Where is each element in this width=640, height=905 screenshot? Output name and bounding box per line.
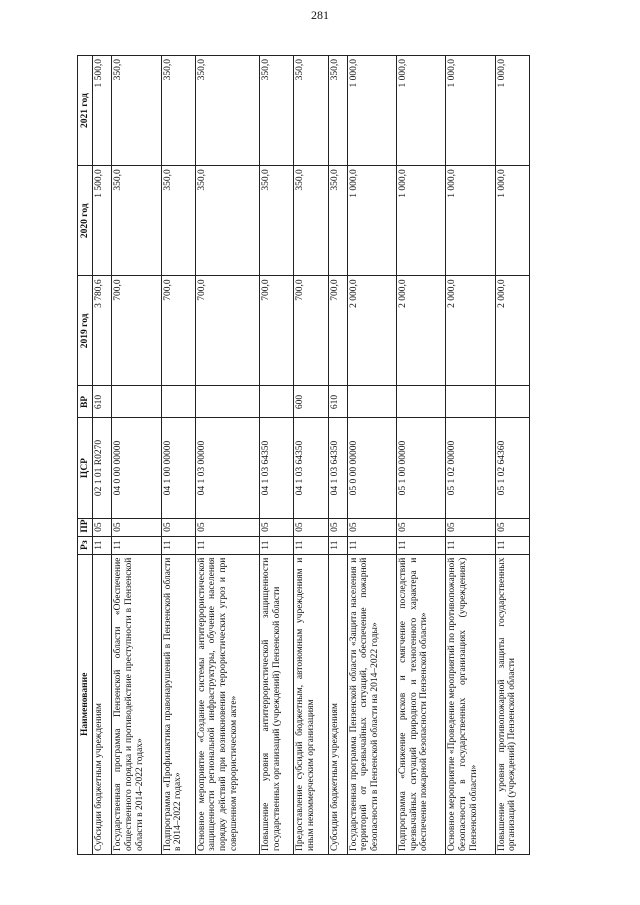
- cell-pr: 05: [294, 518, 328, 536]
- table-row: [347, 56, 396, 855]
- cell-2020: 1 000,0: [347, 166, 396, 276]
- cell-2021: 1 000,0: [495, 56, 529, 166]
- cell-pr: 05: [260, 518, 294, 536]
- cell-csr: 04 1 03 00000: [195, 418, 259, 518]
- cell-2021: 1 000,0: [347, 56, 396, 166]
- cell-rz: 11: [112, 536, 161, 554]
- cell-rz: 11: [93, 536, 112, 554]
- cell-2019: 700,0: [161, 276, 195, 386]
- cell-2021: 350,0: [260, 56, 294, 166]
- cell-name: Подпрограмма «Снижение рисков и смягчение последствий чрезвычайных ситуаций природного и техногенного характера и обеспечение пожарной безопасности Пензенской области»: [397, 554, 446, 854]
- cell-vr: [495, 386, 529, 418]
- header-2019: 2019 год: [78, 276, 93, 386]
- cell-2021: 350,0: [328, 56, 347, 166]
- table-row: [294, 56, 328, 855]
- cell-pr: 05: [161, 518, 195, 536]
- cell-2019: 2 000,0: [495, 276, 529, 386]
- cell-2020: 350,0: [328, 166, 347, 276]
- cell-name: Государственная программа Пензенской области «Обеспечение общественного порядка и противодействие преступности в Пензенской области в 2014–2022 годах»: [112, 554, 161, 854]
- cell-2021: 350,0: [112, 56, 161, 166]
- table-row: [328, 56, 347, 855]
- cell-2019: 700,0: [294, 276, 328, 386]
- budget-table: [77, 55, 530, 855]
- cell-csr: 02 1 01 R0270: [93, 418, 112, 518]
- header-2020: 2020 год: [78, 166, 93, 276]
- cell-pr: 05: [93, 518, 112, 536]
- cell-2019: 700,0: [195, 276, 259, 386]
- table-row: [195, 56, 259, 855]
- cell-2021: 1 000,0: [397, 56, 446, 166]
- cell-name: Подпрограмма «Профилактика правонарушений в Пензенской области в 2014–2022 годах»: [161, 554, 195, 854]
- cell-vr: [161, 386, 195, 418]
- cell-name: Основное мероприятие «Проведение мероприятий по противопожарной безопасности в государственных организациях (учреждениях) Пензенской области»: [446, 554, 495, 854]
- cell-name: Субсидии бюджетным учреждениям: [93, 554, 112, 854]
- cell-2021: 350,0: [195, 56, 259, 166]
- cell-2019: 3 780,6: [93, 276, 112, 386]
- cell-2020: 1 000,0: [446, 166, 495, 276]
- cell-name: Субсидии бюджетным учреждениям: [328, 554, 347, 854]
- cell-2020: 350,0: [195, 166, 259, 276]
- cell-name: Повышение уровня противопожарной защиты государственных организаций (учреждений) Пензенской области: [495, 554, 529, 854]
- header-csr: ЦСР: [78, 418, 93, 518]
- cell-rz: 11: [328, 536, 347, 554]
- cell-2019: 2 000,0: [446, 276, 495, 386]
- cell-2020: 1 000,0: [397, 166, 446, 276]
- table-row: [495, 56, 529, 855]
- cell-pr: 05: [195, 518, 259, 536]
- table-row: [397, 56, 446, 855]
- cell-2019: 700,0: [260, 276, 294, 386]
- cell-2020: 1 500,0: [93, 166, 112, 276]
- cell-csr: 05 1 02 64360: [495, 418, 529, 518]
- cell-pr: 05: [397, 518, 446, 536]
- rotated-table-container: [77, 55, 530, 855]
- header-2021: 2021 год: [78, 56, 93, 166]
- cell-csr: 05 1 02 00000: [446, 418, 495, 518]
- cell-2019: 700,0: [112, 276, 161, 386]
- cell-vr: 600: [294, 386, 328, 418]
- table-row: [112, 56, 161, 855]
- cell-2019: 2 000,0: [347, 276, 396, 386]
- cell-csr: 04 0 00 00000: [112, 418, 161, 518]
- table-header-row: [78, 56, 93, 855]
- cell-vr: [347, 386, 396, 418]
- cell-pr: 05: [112, 518, 161, 536]
- cell-2021: 350,0: [161, 56, 195, 166]
- cell-2021: 1 000,0: [446, 56, 495, 166]
- cell-csr: 04 1 03 64350: [328, 418, 347, 518]
- cell-2020: 350,0: [260, 166, 294, 276]
- cell-csr: 04 1 00 00000: [161, 418, 195, 518]
- cell-rz: 11: [495, 536, 529, 554]
- cell-name: Основное мероприятие «Создание системы антитеррористической защищенности региональной инфраструктуры, обучение населения порядку действий при возникновении террористических угроз и при совершенном террористическом акте»: [195, 554, 259, 854]
- cell-rz: 11: [397, 536, 446, 554]
- cell-vr: [195, 386, 259, 418]
- cell-rz: 11: [347, 536, 396, 554]
- cell-csr: 05 1 00 00000: [397, 418, 446, 518]
- table-row: [161, 56, 195, 855]
- table-row: [446, 56, 495, 855]
- cell-vr: [397, 386, 446, 418]
- cell-2019: 2 000,0: [397, 276, 446, 386]
- cell-2019: 700,0: [328, 276, 347, 386]
- header-rz: Рз: [78, 536, 93, 554]
- cell-rz: 11: [446, 536, 495, 554]
- cell-vr: [260, 386, 294, 418]
- header-pr: ПР: [78, 518, 93, 536]
- cell-pr: 05: [328, 518, 347, 536]
- cell-rz: 11: [195, 536, 259, 554]
- cell-csr: 04 1 03 64350: [294, 418, 328, 518]
- cell-pr: 05: [495, 518, 529, 536]
- table-row: [260, 56, 294, 855]
- cell-name: Государственная программа Пензенской области «Защита населения и территорий от чрезвычайных ситуаций, обеспечение пожарной безопасности в Пензенской области на 2014–2022 годы»: [347, 554, 396, 854]
- cell-2020: 350,0: [294, 166, 328, 276]
- cell-vr: [446, 386, 495, 418]
- header-name: Наименование: [78, 554, 93, 854]
- cell-vr: 610: [93, 386, 112, 418]
- cell-csr: 04 1 03 64350: [260, 418, 294, 518]
- cell-vr: 610: [328, 386, 347, 418]
- header-vr: ВР: [78, 386, 93, 418]
- table-row: [93, 56, 112, 855]
- cell-vr: [112, 386, 161, 418]
- cell-2020: 350,0: [161, 166, 195, 276]
- cell-2020: 1 000,0: [495, 166, 529, 276]
- cell-rz: 11: [161, 536, 195, 554]
- cell-pr: 05: [446, 518, 495, 536]
- cell-name: Предоставление субсидий бюджетным, автономным учреждениям и иным некоммерческим организациям: [294, 554, 328, 854]
- cell-2021: 1 500,0: [93, 56, 112, 166]
- cell-2020: 350,0: [112, 166, 161, 276]
- cell-2021: 350,0: [294, 56, 328, 166]
- cell-pr: 05: [347, 518, 396, 536]
- cell-name: Повышение уровня антитеррористической защищенности государственных организаций (учреждений) Пензенской области: [260, 554, 294, 854]
- cell-rz: 11: [294, 536, 328, 554]
- cell-csr: 05 0 00 00000: [347, 418, 396, 518]
- cell-rz: 11: [260, 536, 294, 554]
- page-number: 281: [311, 8, 329, 22]
